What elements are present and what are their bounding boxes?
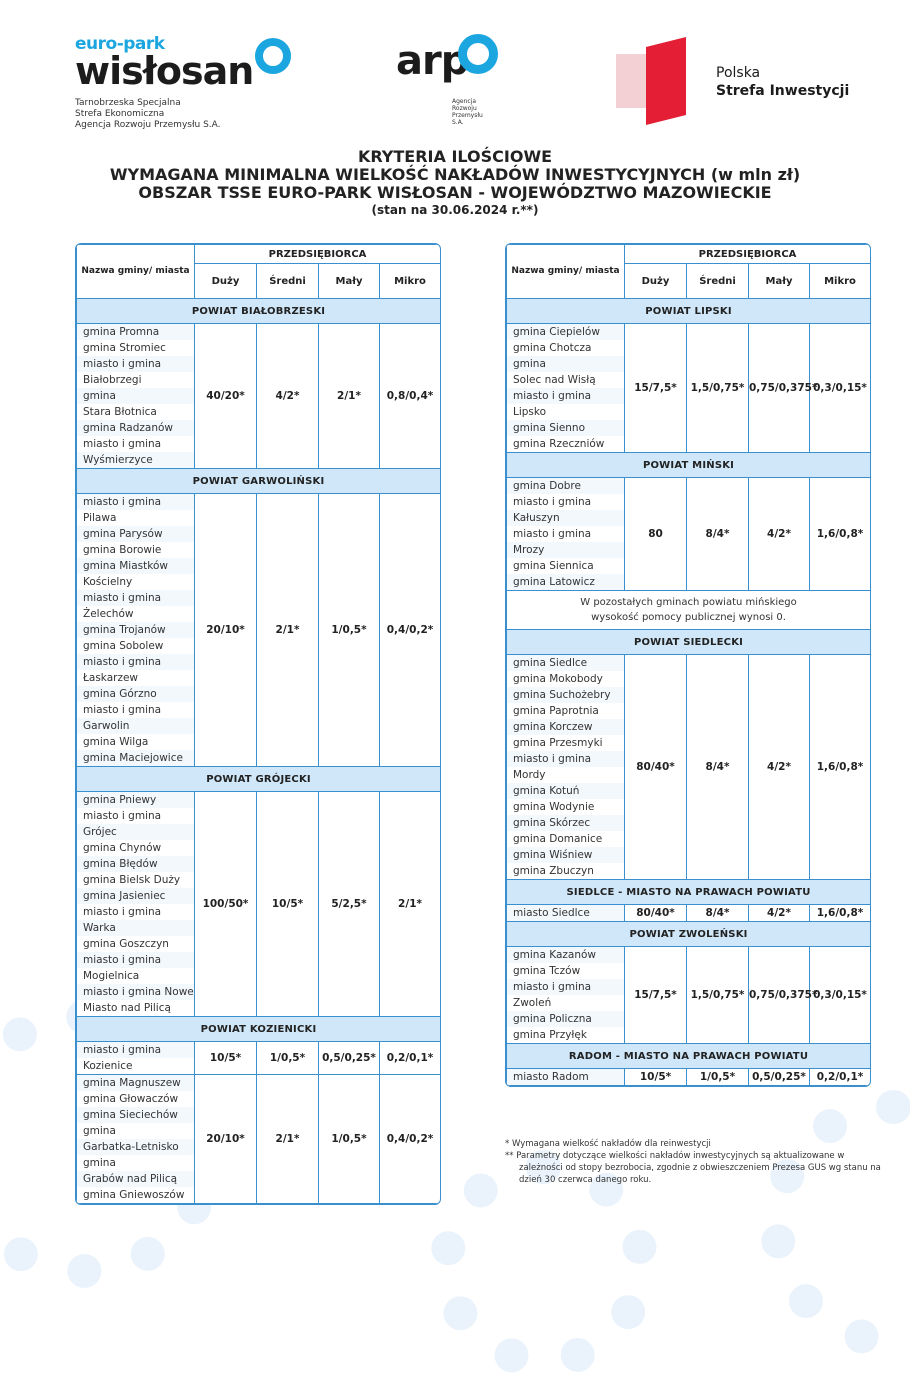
header-micro: Mikro <box>380 264 441 299</box>
header-logos <box>0 0 910 140</box>
municipality-name: gmina Goszczyn <box>83 938 169 950</box>
value-large: 15/7,5* <box>625 324 687 453</box>
municipality-name: gmina Chotcza <box>513 342 592 354</box>
value-micro: 0,4/0,2* <box>380 1075 441 1204</box>
value-small: 4/2* <box>749 905 810 922</box>
title-line: WYMAGANA MINIMALNA WIELKOŚĆ NAKŁADÓW INWESTYCYJNYCH (w mln zł) <box>109 165 801 184</box>
municipality-name: miasto i gmina Nowe <box>77 984 194 1000</box>
municipality-name: Mordy <box>513 769 546 781</box>
value-medium: 1,5/0,75* <box>687 324 749 453</box>
municipality-name: gmina Jasieniec <box>77 888 194 904</box>
value-small: 1/0,5* <box>319 1075 380 1204</box>
value-small: 5/2,5* <box>319 792 380 1017</box>
municipality-name: gmina <box>507 356 624 372</box>
value-medium: 10/5* <box>257 792 319 1017</box>
table-row <box>507 1069 871 1086</box>
municipality-name: gmina Dobre <box>507 478 624 494</box>
municipality-name: gmina Maciejowice <box>77 750 194 766</box>
value-small: 4/2* <box>749 478 810 591</box>
municipality-name: Warka <box>77 920 194 936</box>
municipality-name: gmina Błędów <box>77 856 194 872</box>
ring-icon <box>458 34 498 74</box>
municipality-name: gmina Miastków <box>77 558 194 574</box>
title-line: KRYTERIA ILOŚCIOWE <box>357 147 553 166</box>
municipality-name: gmina Tczów <box>513 965 581 977</box>
municipality-name: gmina <box>83 1125 116 1137</box>
municipality-name: Lipsko <box>513 406 547 418</box>
municipality-name: miasto i gmina <box>77 356 194 372</box>
logo-text: arp <box>396 38 469 84</box>
header-micro: Mikro <box>810 264 871 299</box>
table-row <box>77 1075 441 1204</box>
value-large: 10/5* <box>195 1042 257 1075</box>
logo-subtitle-line: Agencja <box>452 98 477 105</box>
value-large: 100/50* <box>195 792 257 1017</box>
header-municipality: Nazwa gminy/ miasta <box>77 245 195 299</box>
powiat-header: SIEDLCE - MIASTO NA PRAWACH POWIATU <box>507 880 871 905</box>
value-medium: 8/4* <box>687 655 749 880</box>
municipality-name: Białobrzegi <box>83 374 142 386</box>
logo-subtitle-line: Agencja Rozwoju Przemysłu S.A. <box>75 120 221 130</box>
value-micro: 0,8/0,4* <box>380 324 441 469</box>
municipality-name: gmina Paprotnia <box>513 705 599 717</box>
municipality-name: gmina Wilga <box>83 736 149 748</box>
municipality-name: Kościelny <box>83 576 133 588</box>
municipality-name: miasto i gmina <box>77 1042 194 1058</box>
municipality-list <box>77 1075 195 1204</box>
municipality-name: miasto i gmina <box>507 979 624 995</box>
value-small: 0,5/0,25* <box>749 1069 810 1086</box>
municipality-name: gmina Magnuszew <box>77 1075 194 1091</box>
municipality-name: miasto i gmina <box>83 438 162 450</box>
municipality-name: miasto i gmina <box>83 704 162 716</box>
municipality-name: Solec nad Wisłą <box>513 374 596 386</box>
table-row <box>507 655 871 880</box>
logo-subtitle-line: Strefa Ekonomiczna <box>75 109 165 119</box>
municipality-name: gmina Pniewy <box>77 792 194 808</box>
municipality-name: gmina Borowie <box>83 544 162 556</box>
municipality-name: gmina Kotuń <box>507 783 624 799</box>
municipality-list <box>77 792 195 1017</box>
header-medium: Średni <box>687 264 749 299</box>
municipality-name: gmina Sieciechów <box>77 1107 194 1123</box>
municipality-name: gmina Przesmyki <box>513 737 603 749</box>
municipality-name: gmina Górzno <box>77 686 194 702</box>
header-large: Duży <box>625 264 687 299</box>
municipality-name: gmina <box>77 388 194 404</box>
powiat-header: POWIAT BIAŁOBRZESKI <box>77 299 441 324</box>
logo-subtitle-line: Rozwoju <box>452 105 477 112</box>
municipality-name: gmina Zbuczyn <box>513 865 594 877</box>
logo-text: euro-park <box>75 34 165 54</box>
municipality-list <box>507 1069 625 1086</box>
municipality-name: miasto i gmina <box>77 494 194 510</box>
logo-subtitle-line: Przemysłu <box>452 112 483 119</box>
value-small: 0,5/0,25* <box>319 1042 380 1075</box>
note-line: wysokość pomocy publicznej wynosi 0. <box>591 612 786 623</box>
value-medium: 2/1* <box>257 1075 319 1204</box>
municipality-name: miasto Radom <box>507 1069 624 1085</box>
municipality-name: miasto i gmina <box>507 388 624 404</box>
table-row <box>77 494 441 767</box>
logo-subtitle <box>452 98 492 126</box>
municipality-list <box>77 1042 195 1075</box>
value-large: 80/40* <box>625 905 687 922</box>
municipality-name: Zwoleń <box>513 997 552 1009</box>
municipality-name: gmina Kazanów <box>507 947 624 963</box>
powiat-note <box>507 591 871 630</box>
municipality-name: Garwolin <box>77 718 194 734</box>
municipality-name: Łaskarzew <box>83 672 139 684</box>
municipality-name: miasto Siedlce <box>507 905 624 921</box>
table-row <box>507 947 871 1044</box>
municipality-list <box>507 905 625 922</box>
value-micro: 1,6/0,8* <box>810 905 871 922</box>
municipality-name: gmina Chynów <box>83 842 162 854</box>
value-large: 40/20* <box>195 324 257 469</box>
municipality-name: gmina Wodynie <box>513 801 595 813</box>
municipality-name: gmina Domanice <box>513 833 603 845</box>
municipality-name: miasto i gmina <box>513 496 592 508</box>
powiat-header: POWIAT GRÓJECKI <box>77 767 441 792</box>
municipality-name: Grabów nad Pilicą <box>77 1171 194 1187</box>
municipality-list <box>507 478 625 591</box>
powiat-header: POWIAT MIŃSKI <box>507 453 871 478</box>
municipality-name: Mogielnica <box>83 970 140 982</box>
municipality-name: gmina Promna <box>77 324 194 340</box>
logo-subtitle-line: S.A. <box>452 119 464 126</box>
value-micro: 1,6/0,8* <box>810 655 871 880</box>
footnote: ** Parametry dotyczące wielkości nakładów inwestycyjnych są aktualizowane w zależności od stopy bezrobocia, zgodnie z obwieszczeniem Prezesa GUS wg stanu na dzień 30 czerwca danego roku. <box>505 1151 881 1185</box>
value-medium: 8/4* <box>687 478 749 591</box>
municipality-name: gmina Bielsk Duży <box>83 874 181 886</box>
header-large: Duży <box>195 264 257 299</box>
table-row <box>507 478 871 591</box>
flag-shape-icon <box>646 37 686 125</box>
municipality-name: gmina Skórzec <box>507 815 624 831</box>
note-line: W pozostałych gminach powiatu mińskiego <box>580 597 797 608</box>
table-row <box>77 324 441 469</box>
municipality-name: miasto i gmina <box>507 751 624 767</box>
value-micro: 0,3/0,15* <box>810 947 871 1044</box>
header-municipality: Nazwa gminy/ miasta <box>507 245 625 299</box>
municipality-name: miasto i gmina <box>83 810 162 822</box>
header-small: Mały <box>749 264 810 299</box>
value-micro: 0,2/0,1* <box>810 1069 871 1086</box>
municipality-list <box>77 494 195 767</box>
value-small: 2/1* <box>319 324 380 469</box>
header-small: Mały <box>319 264 380 299</box>
powiat-header: POWIAT KOZIENICKI <box>77 1017 441 1042</box>
title-date: (stan na 30.06.2024 r.**) <box>371 203 539 217</box>
municipality-name: gmina Sienno <box>507 420 624 436</box>
logo-text-line: Strefa Inwestycji <box>716 83 850 99</box>
logo-text <box>716 64 849 100</box>
municipality-name: gmina Radzanów <box>77 420 194 436</box>
value-large: 15/7,5* <box>625 947 687 1044</box>
municipality-list <box>507 655 625 880</box>
municipality-name: gmina Gniewoszów <box>83 1189 185 1201</box>
value-medium: 1/0,5* <box>687 1069 749 1086</box>
header-entrepreneur: PRZEDSIĘBIORCA <box>625 245 871 264</box>
left-criteria-table <box>75 243 441 1205</box>
municipality-name: gmina Mokobody <box>513 673 603 685</box>
value-medium: 1/0,5* <box>257 1042 319 1075</box>
powiat-header: POWIAT ZWOLEŃSKI <box>507 922 871 947</box>
document-title <box>0 148 910 218</box>
municipality-name: miasto i gmina <box>83 906 162 918</box>
value-small: 4/2* <box>749 655 810 880</box>
municipality-list <box>507 947 625 1044</box>
municipality-name: gmina Latowicz <box>507 574 624 590</box>
logo-text: wisłosan <box>75 49 254 93</box>
municipality-name: miasto i gmina <box>513 528 592 540</box>
municipality-name: gmina Korczew <box>507 719 624 735</box>
municipality-name: gmina Siedlce <box>507 655 624 671</box>
municipality-name: gmina Wiśniew <box>507 847 624 863</box>
value-medium: 4/2* <box>257 324 319 469</box>
municipality-name: gmina Trojanów <box>77 622 194 638</box>
powiat-header: RADOM - MIASTO NA PRAWACH POWIATU <box>507 1044 871 1069</box>
municipality-name: gmina Rzeczniów <box>513 438 605 450</box>
value-micro: 2/1* <box>380 792 441 1017</box>
value-small: 1/0,5* <box>319 494 380 767</box>
value-micro: 1,6/0,8* <box>810 478 871 591</box>
municipality-name: Kałuszyn <box>507 510 624 526</box>
municipality-name: Mrozy <box>507 542 624 558</box>
value-medium: 8/4* <box>687 905 749 922</box>
municipality-name: Żelechów <box>83 608 134 620</box>
municipality-name: gmina Siennica <box>513 560 594 572</box>
right-table-body <box>507 299 871 1086</box>
municipality-name: gmina Stromiec <box>83 342 166 354</box>
table-row <box>77 792 441 1017</box>
table-row <box>507 324 871 453</box>
powiat-header: POWIAT SIEDLECKI <box>507 630 871 655</box>
value-large: 10/5* <box>625 1069 687 1086</box>
value-small: 0,75/0,375* <box>749 324 810 453</box>
header-medium: Średni <box>257 264 319 299</box>
municipality-name: gmina Sobolew <box>83 640 164 652</box>
municipality-name: Grójec <box>77 824 194 840</box>
municipality-list <box>507 324 625 453</box>
value-small: 0,75/0,375* <box>749 947 810 1044</box>
value-medium: 2/1* <box>257 494 319 767</box>
municipality-name: Garbatka-Letnisko <box>77 1139 194 1155</box>
municipality-name: miasto i gmina <box>77 952 194 968</box>
logo-text-line: Polska <box>716 65 761 81</box>
municipality-name: gmina Przyłęk <box>513 1029 587 1041</box>
powiat-header: POWIAT LIPSKI <box>507 299 871 324</box>
footnotes <box>505 1138 885 1186</box>
right-criteria-table <box>505 243 871 1087</box>
arp-logo <box>396 38 483 126</box>
municipality-name: gmina Parysów <box>77 526 194 542</box>
value-micro: 0,3/0,15* <box>810 324 871 453</box>
left-table-body <box>77 299 441 1204</box>
municipality-name: gmina Suchożebry <box>507 687 624 703</box>
value-large: 20/10* <box>195 494 257 767</box>
municipality-name: Stara Błotnica <box>83 406 157 418</box>
value-large: 20/10* <box>195 1075 257 1204</box>
powiat-header: POWIAT GARWOLIŃSKI <box>77 469 441 494</box>
value-micro: 0,2/0,1* <box>380 1042 441 1075</box>
table-row <box>77 1042 441 1075</box>
municipality-name: miasto i gmina <box>77 590 194 606</box>
background-gear-decoration <box>760 1090 910 1358</box>
header-entrepreneur: PRZEDSIĘBIORCA <box>195 245 441 264</box>
ring-icon <box>255 38 291 74</box>
municipality-name: gmina Głowaczów <box>83 1093 179 1105</box>
value-micro: 0,4/0,2* <box>380 494 441 767</box>
title-line: OBSZAR TSSE EURO-PARK WISŁOSAN - WOJEWÓDZTWO MAZOWIECKIE <box>138 183 772 202</box>
municipality-name: Miasto nad Pilicą <box>83 1002 171 1014</box>
footnote: * Wymagana wielkość nakładów dla reinwestycji <box>505 1139 711 1149</box>
municipality-name: Wyśmierzyce <box>77 452 194 468</box>
municipality-list <box>77 324 195 469</box>
value-large: 80/40* <box>625 655 687 880</box>
value-large: 80 <box>625 478 687 591</box>
municipality-name: gmina <box>83 1157 116 1169</box>
municipality-name: gmina Ciepielów <box>507 324 624 340</box>
municipality-name: gmina Policzna <box>507 1011 624 1027</box>
table-row <box>507 905 871 922</box>
municipality-name: miasto i gmina <box>77 654 194 670</box>
municipality-name: Pilawa <box>83 512 117 524</box>
euro-park-wislosan-logo <box>75 34 253 131</box>
logo-subtitle <box>75 98 253 131</box>
municipality-name: Kozienice <box>83 1060 133 1072</box>
value-medium: 1,5/0,75* <box>687 947 749 1044</box>
logo-subtitle-line: Tarnobrzeska Specjalna <box>75 98 181 108</box>
